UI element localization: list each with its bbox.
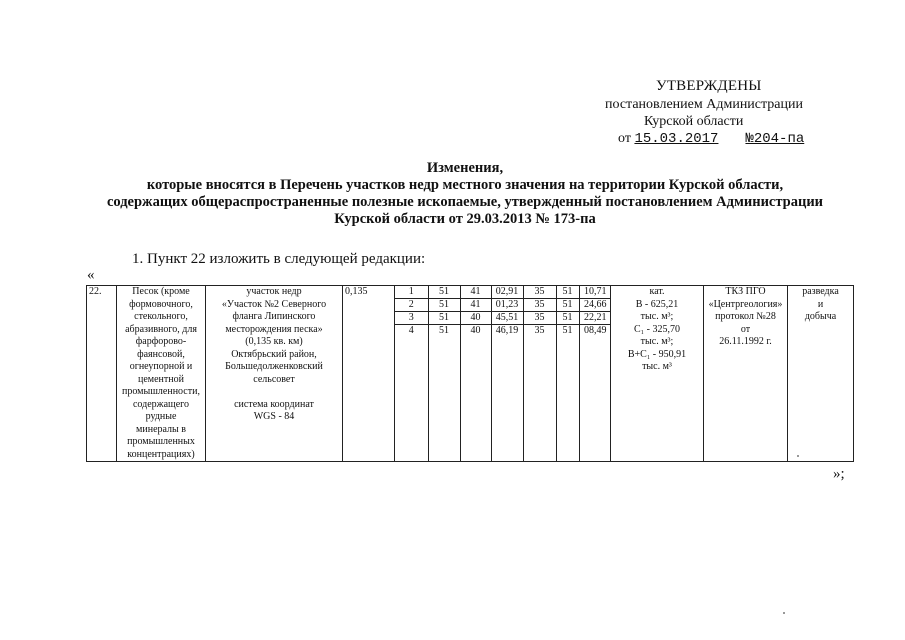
use-line: и (817, 298, 824, 310)
reserves-line: тыс. м³ (642, 361, 672, 372)
coordinate-value: 08,49 (584, 325, 607, 336)
coordinate-value: 51 (556, 312, 579, 325)
coordinate-value: 35 (523, 286, 556, 299)
coordinate-value: 24,66 (579, 299, 611, 312)
approval-number: №204-па (745, 131, 805, 147)
coordinate-value: 41 (460, 286, 491, 299)
approval-body-line: 26.11.1992 г. (719, 336, 772, 347)
coordinates-cell (395, 286, 611, 462)
coordinate-value: 40 (460, 312, 491, 325)
coordinate-value: 51 (428, 299, 460, 312)
site-cell (206, 286, 343, 462)
approval-date-line (618, 131, 804, 147)
coordinate-value: 4 (395, 325, 428, 338)
heading-line-1: Изменения, (426, 160, 504, 176)
heading-line-4: Курской области от 29.03.2013 № 173-па (334, 211, 596, 227)
reserves-line: B+C₁ - 950,91 (627, 348, 687, 360)
scan-speck (783, 612, 785, 614)
reserves-line: B - 625,21 (635, 298, 679, 310)
site-line: «Участок №2 Северного (221, 298, 327, 310)
approval-body-cell (704, 286, 788, 462)
coordinate-value: 41 (460, 299, 491, 312)
approval-line-3: Курской области (644, 114, 744, 129)
reserves-line: C₁ - 325,70 (634, 323, 680, 335)
coordinates-table (395, 286, 611, 337)
scan-speck (797, 455, 799, 457)
reserves-line: кат. (649, 286, 665, 297)
coordinate-value: 46,19 (491, 325, 523, 338)
mineral-line: Песок (кроме (132, 286, 190, 297)
mineral-line: формовочного, (129, 298, 193, 310)
coordinate-row (395, 286, 611, 299)
heading-line-3: содержащих общераспространенные полезные ископаемые, утвержденный постановлением Администрации (106, 194, 824, 210)
mineral-cell (117, 286, 206, 462)
coordinate-value: 22,21 (579, 312, 611, 325)
deposits-table (86, 285, 854, 462)
reserves-cell (611, 286, 704, 462)
approval-title: УТВЕРЖДЕНЫ (656, 78, 762, 94)
site-line (208, 386, 340, 399)
approval-date: 15.03.2017 (634, 131, 719, 147)
site-line: Большедолженковский (225, 361, 323, 372)
mineral-line: фарфорово- (135, 336, 187, 347)
use-cell (788, 286, 854, 462)
mineral-line: абразивного, для (125, 323, 197, 335)
mineral-line: огнеупорной и (129, 361, 193, 372)
approval-date-prefix: от (618, 131, 631, 146)
approval-body-line: «Центргеология» (708, 298, 783, 310)
site-line: фланга Липинского (232, 311, 316, 322)
coordinate-value: 51 (556, 325, 579, 338)
coordinate-value: 51 (556, 286, 579, 299)
coordinate-row (395, 299, 611, 312)
mineral-line: содержащего рудные (132, 398, 189, 422)
coordinate-value: 3 (395, 312, 428, 325)
table-row (87, 286, 854, 462)
mineral-line: минералы в (136, 423, 186, 435)
site-line: WGS - 84 (253, 411, 295, 422)
mineral-line: фаянсовой, (137, 348, 185, 360)
coordinate-column-lines (395, 334, 610, 461)
site-line: Октябрьский район, (231, 348, 317, 360)
coordinate-value: 45,51 (491, 312, 523, 325)
site-line: месторождения песка» (225, 323, 323, 335)
reserves-line: тыс. м³; (640, 311, 674, 322)
heading-line-2: которые вносятся в Перечень участков недр местного значения на территории Курской области, (146, 177, 784, 193)
approval-body-line: ТКЗ ПГО (725, 286, 766, 297)
use-line: разведка (802, 286, 839, 297)
site-line: участок недр (246, 286, 302, 297)
mineral-line: промышленных (127, 436, 195, 447)
approval-body-line: протокол №28 (715, 311, 776, 322)
item-instruction: 1. Пункт 22 изложить в следующей редакции: (132, 251, 426, 267)
coordinate-value: 40 (460, 325, 491, 338)
site-line: сельсовет (253, 373, 295, 385)
mineral-line: стекольного, (134, 311, 188, 322)
coordinate-value: 2 (395, 299, 428, 312)
approval-line-2: постановлением Администрации (605, 97, 803, 112)
area-cell: 0,135 (343, 286, 395, 462)
coordinate-value: 51 (428, 325, 460, 338)
site-line: система координат (234, 398, 314, 410)
coordinate-row (395, 312, 611, 325)
mineral-line: промышленности, (122, 386, 200, 397)
coordinate-value: 10,71 (579, 286, 611, 299)
coordinate-value: 1 (395, 286, 428, 299)
coordinate-value: 51 (428, 286, 460, 299)
opening-quote: « (87, 267, 95, 283)
closing-quote: »; (833, 466, 845, 482)
use-line: добыча (804, 311, 837, 322)
coordinate-value: 51 (428, 312, 460, 325)
site-line: (0,135 кв. км) (245, 336, 303, 347)
coordinate-value: 01,23 (491, 299, 523, 312)
coordinate-value: 35 (523, 312, 556, 325)
coordinate-value: 35 (523, 325, 556, 338)
reserves-line: тыс. м³; (640, 336, 674, 347)
row-number: 22. (87, 286, 117, 462)
document-heading (70, 160, 860, 228)
mineral-line: концентрациях) (127, 448, 195, 460)
coordinate-value: 02,91 (491, 286, 523, 299)
coordinate-value: 35 (523, 299, 556, 312)
coordinate-value: 51 (556, 299, 579, 312)
mineral-line: цементной (138, 373, 184, 385)
approval-body-line: от (740, 323, 751, 335)
